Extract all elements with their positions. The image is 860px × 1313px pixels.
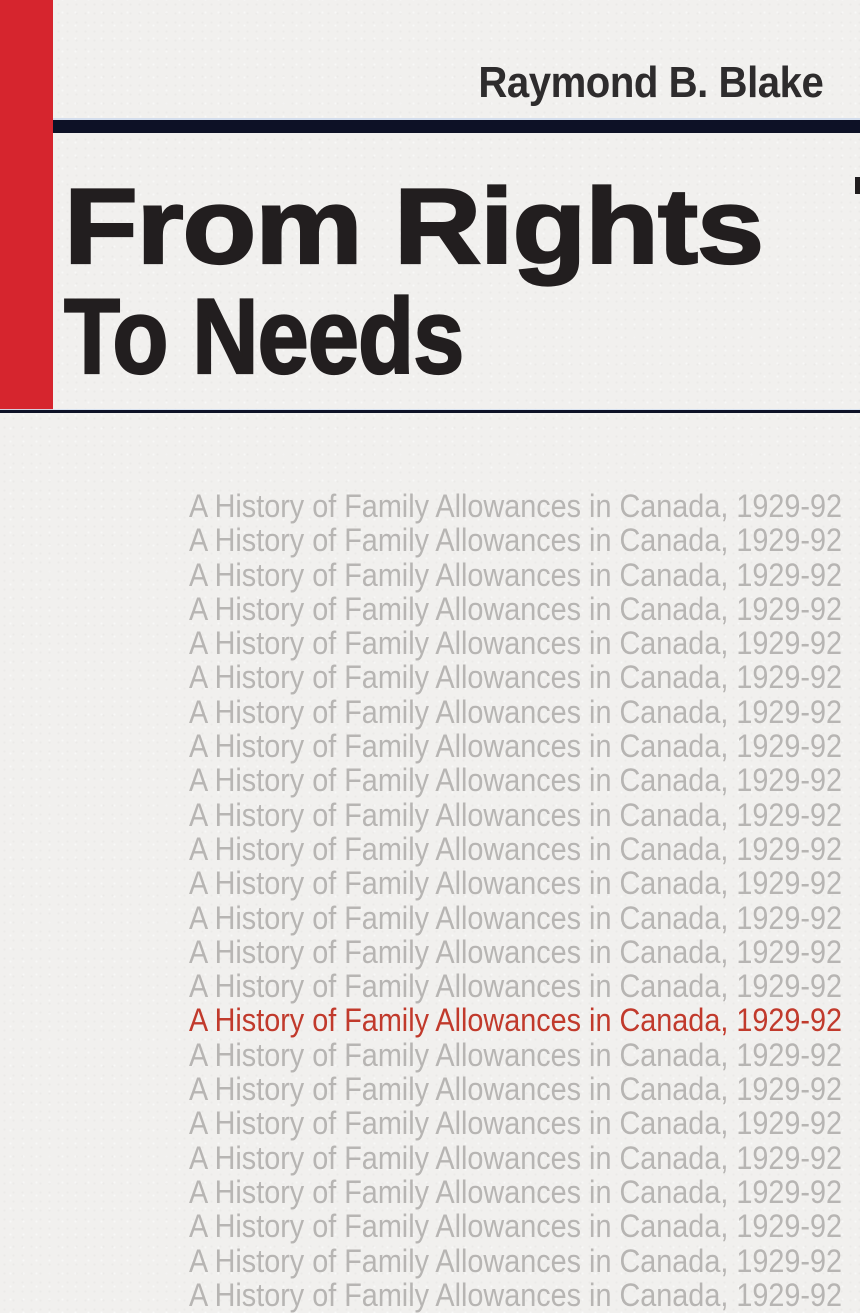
title-line-1: From Rights bbox=[64, 166, 763, 286]
title-line-2: To Needs bbox=[64, 276, 464, 396]
subtitle-line: A History of Family Allowances in Canada, 1929-92 bbox=[189, 899, 842, 936]
subtitle-line: A History of Family Allowances in Canada, 1929-92 bbox=[189, 762, 842, 799]
subtitle-line: A History of Family Allowances in Canada, 1929-92 bbox=[189, 1173, 842, 1210]
subtitle-line: A History of Family Allowances in Canada, 1929-92 bbox=[189, 556, 842, 593]
edge-mark bbox=[855, 177, 860, 194]
subtitle-line: A History of Family Allowances in Canada, 1929-92 bbox=[189, 933, 842, 970]
book-title bbox=[64, 166, 763, 396]
subtitle-line: A History of Family Allowances in Canada, 1929-92 bbox=[189, 796, 842, 833]
subtitle-line: A History of Family Allowances in Canada, 1929-92 bbox=[189, 728, 842, 765]
subtitle-line: A History of Family Allowances in Canada, 1929-92 bbox=[189, 659, 842, 696]
subtitle-line: A History of Family Allowances in Canada, 1929-92 bbox=[189, 1071, 842, 1108]
author-name: Raymond B. Blake bbox=[478, 58, 823, 107]
divider-rule bbox=[0, 410, 860, 413]
red-accent-bar bbox=[0, 0, 53, 411]
subtitle-line: A History of Family Allowances in Canada, 1929-92 bbox=[189, 1036, 842, 1073]
subtitle-stack bbox=[189, 489, 842, 1312]
subtitle-line: A History of Family Allowances in Canada, 1929-92 bbox=[189, 1105, 842, 1142]
subtitle-line: A History of Family Allowances in Canada, 1929-92 bbox=[189, 865, 842, 902]
subtitle-line: A History of Family Allowances in Canada, 1929-92 bbox=[189, 522, 842, 559]
subtitle-line: A History of Family Allowances in Canada, 1929-92 bbox=[189, 693, 842, 730]
subtitle-line: A History of Family Allowances in Canada, 1929-92 bbox=[189, 1276, 842, 1313]
subtitle-line: A History of Family Allowances in Canada, 1929-92 bbox=[189, 968, 842, 1005]
subtitle-line-red: A History of Family Allowances in Canada, 1929-92 bbox=[189, 1002, 842, 1039]
subtitle-line: A History of Family Allowances in Canada, 1929-92 bbox=[189, 1242, 842, 1279]
subtitle-line: A History of Family Allowances in Canada, 1929-92 bbox=[189, 1208, 842, 1245]
subtitle-line: A History of Family Allowances in Canada, 1929-92 bbox=[189, 590, 842, 627]
subtitle-line: A History of Family Allowances in Canada, 1929-92 bbox=[189, 625, 842, 662]
top-navy-bar bbox=[53, 120, 860, 133]
subtitle-line: A History of Family Allowances in Canada, 1929-92 bbox=[189, 488, 842, 524]
subtitle-line: A History of Family Allowances in Canada, 1929-92 bbox=[189, 1139, 842, 1176]
subtitle-line: A History of Family Allowances in Canada, 1929-92 bbox=[189, 830, 842, 867]
